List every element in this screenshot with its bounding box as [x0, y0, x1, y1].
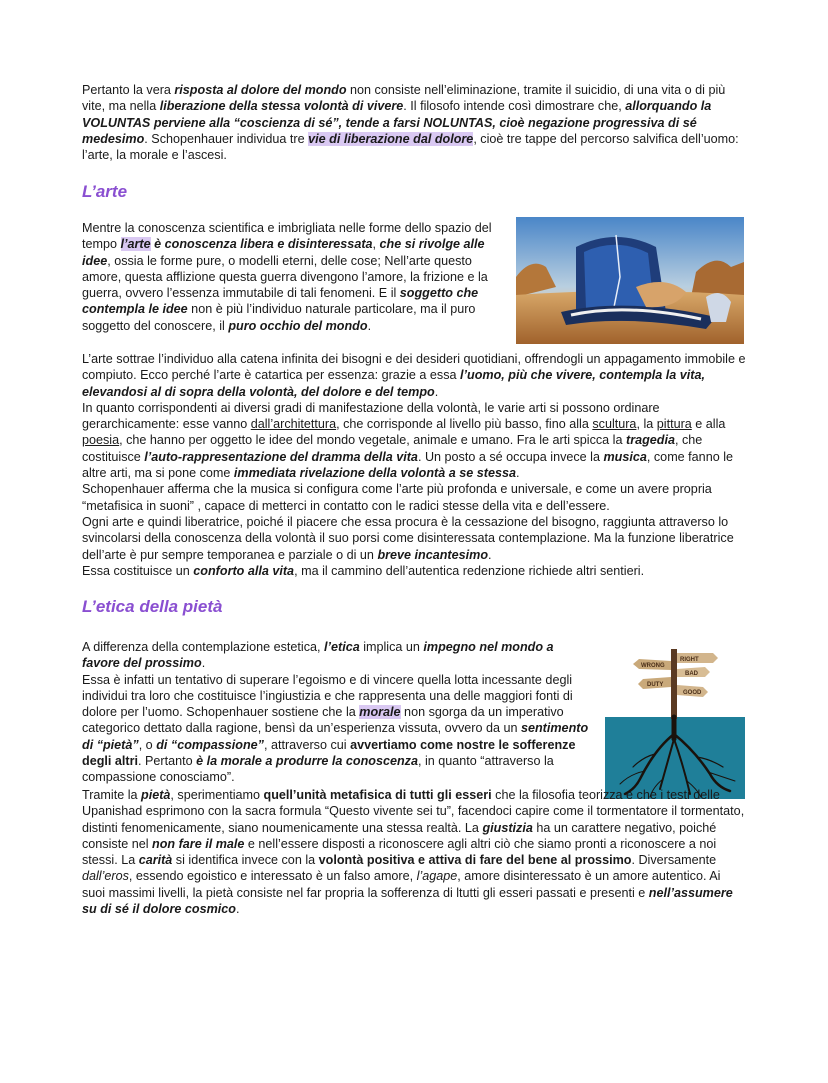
highlight: morale: [359, 705, 401, 720]
svg-text:DUTY: DUTY: [647, 682, 664, 688]
highlight: l’arte: [120, 237, 151, 252]
surreal-piano-image: [516, 217, 744, 344]
highlight: vie di liberazione dal dolore: [308, 131, 474, 146]
arte-continuation: [82, 351, 746, 579]
etica-paragraph-1: A differenza della contemplazione estetica, l’etica implica un impegno nel mondo a favore del prossimo.: [82, 640, 554, 671]
svg-text:BAD: BAD: [685, 671, 698, 677]
svg-text:GOOD: GOOD: [683, 690, 702, 696]
section-heading-arte: L’arte: [82, 182, 128, 201]
sign-wrong: [633, 659, 671, 670]
etica-paragraph-3: Tramite la pietà, sperimentiamo quell’unità metafisica di tutti gli esseri che la filosofia teorizza e che i testi delle Upanishad esprimono con la sacra formula “Questo vivente sei tu”, facendoci capire come il tormentatore il tormentato, distinti fenomenicamente, siano noumenicamente una stessa realtà. La giustizia ha un carattere negativo, poiché consiste nel non fare il male e nell’essere disposti a riconoscere agli altri ciò che siamo pronti a riconoscere a noi stessi. La carità si identifica invece con la volontà positiva e attiva di fare del bene al prossimo. Diversamente dall’eros, essendo egoistico e interessato è un falso amore, l’agape, amore disinteressato è un amore autentico. Ai suoi massimi livelli, la pietà consiste nel far propria la sofferenza di ltutti gli esseri passati e presenti e nell’assumere su di sé il dolore cosmico.: [82, 788, 745, 917]
signpost-roots-image: [605, 639, 745, 799]
arte-paragraph-3: In quanto corrispondenti ai diversi gradi di manifestazione della volontà, le varie arti si possono ordinare gerarchicamente: esse vanno dall’architettura, che corrisponde al livello più basso, fino alla scultura, la pittura e alla poesia, che hanno per oggetto le idee del mondo vegetale, animale e umano. Fra le arti spicca la tragedia, che costituisce l’auto-rappresentazione del dramma della vita. Un posto a sé occupa invece la musica, come fanno le altre arti, ma si pone come immediata rivelazione della volontà a se stessa.: [82, 400, 733, 481]
intro-paragraph: Pertanto la vera risposta al dolore del mondo non consiste nell’eliminazione, tramite il suicidio, di una vita o di più vite, ma nella liberazione della stessa volontà di vivere. Il filosofo intende così dimostrare che, allorquando la VOLUNTAS perviene alla “coscienza di sé”, tende a farsi NOLUNTAS, cioè negazione progressiva di sé medesimo. Schopenhauer individua tre vie di liberazione dal dolore, cioè tre tappe del percorso salvifica dell’uomo: l’arte, la morale e l’ascesi.: [82, 83, 739, 163]
etica-intro: [82, 639, 594, 786]
etica-paragraph-2: Essa è infatti un tentativo di superare l’egoismo e di vincere quella lotta incessante degli individui tra loro che costituisce l’ingiustizia e che rappresenta una delle maggiori fonti di dolore per l’uomo. Schopenhauer sostiene che la morale non sgorga da un imperativo categorico dettato dalla ragione, bensì da un’esperienza vissuta, ovvero da un sentimento di “pietà”, o di “compassione”, attraverso cui avvertiamo come nostre le sofferenze degli altri. Pertanto è la morale a produrre la conoscenza, in quanto “attraverso la compassione conosciamo”.: [82, 672, 589, 785]
arte-paragraph-4: Schopenhauer afferma che la musica si configura come l’arte più profonda e universale, e come un avere propria “metafisica in suoni” , capace di metterci in contatto con le radici stesse della vita e dell’essere.: [82, 482, 712, 513]
arte-paragraph-5: Ogni arte e quindi liberatrice, poiché il piacere che essa procura è la cessazione del bisogno, raggiunta attraverso lo svincolarsi della conoscenza della volontà il suo porsi come disinteressata contemplazione. Ma la funzione liberatrice dell’arte è pur sempre temporanea e parziale o di un breve incantesimo.: [82, 514, 734, 562]
section-heading-etica: L’etica della pietà: [82, 597, 223, 616]
svg-text:RIGHT: RIGHT: [680, 657, 699, 663]
arte-paragraph-6: Essa costituisce un conforto alla vita, ma il cammino dell’autentica redenzione richiede altri sentieri.: [82, 563, 645, 578]
arte-paragraph-1: Mentre la conoscenza scientifica e imbrigliata nelle forme dello spazio del tempo l’arte è conoscenza libera e disinteressata, che si rivolge alle idee, ossia le forme pure, o modelli eterni, delle cose; Nell’arte questo amore, questa afflizione questa guerra divengono l’amore, la frizione e la guerra, ovvero l’essenza immutabile di tali fenomeni. E il soggetto che contempla le idee non è più l’individuo naturale particolare, ma il puro soggetto del conoscere, il puro occhio del mondo.: [82, 221, 492, 333]
sign-right: [677, 653, 718, 663]
arte-paragraph-2: L’arte sottrae l’individuo alla catena infinita dei bisogni e dei desideri quotidiani, offrendogli un appagamento immobile e compiuto. Ecco perché l’arte è catartica per essenza: grazie a essa l’uomo, più che vivere, contempla la vita, elevandosi al di sopra della volontà, del dolore e del tempo.: [82, 352, 746, 399]
svg-text:WRONG: WRONG: [641, 663, 665, 669]
